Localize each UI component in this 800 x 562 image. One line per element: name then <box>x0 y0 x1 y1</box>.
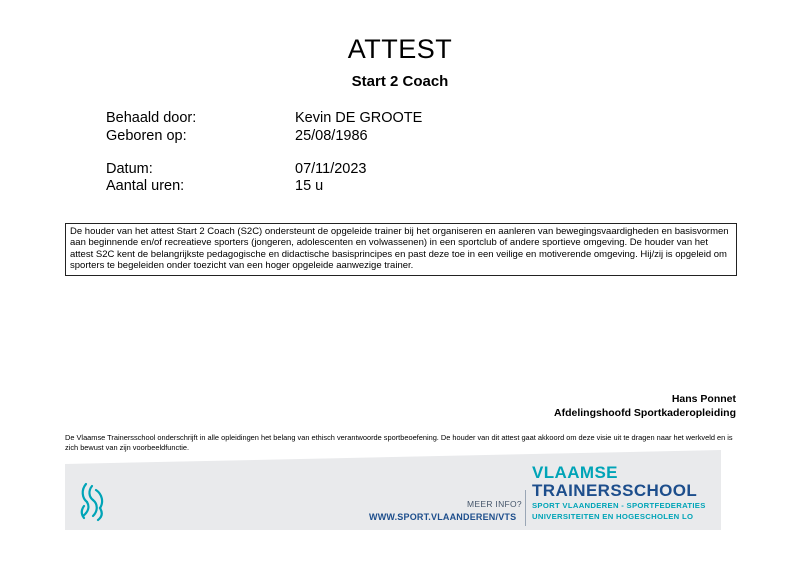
footnote: De Vlaamse Trainersschool onderschrijft in alle opleidingen het belang van ethisch verantwoorde sportbeoefening. De houder van dit attest gaat akkoord om deze visie uit te dragen naar het werkveld en is zich bewust van zijn voorbeeldfunctie. <box>65 433 733 452</box>
logo-line-trainersschool: TRAINERSSCHOOL <box>532 481 698 500</box>
banner-divider <box>525 490 526 526</box>
born-label: Geboren op: <box>106 128 187 144</box>
date-label: Datum: <box>106 161 153 177</box>
document-subtitle: Start 2 Coach <box>351 73 449 90</box>
hours-value: 15 u <box>295 178 324 194</box>
flemish-lion-icon <box>78 480 108 522</box>
logo-line-vlaamse: VLAAMSE <box>532 463 618 482</box>
date-value: 07/11/2023 <box>295 161 367 177</box>
born-value: 25/08/1986 <box>295 128 368 144</box>
website-link[interactable]: WWW.SPORT.VLAANDEREN/VTS <box>369 512 517 522</box>
achieved-by-value: Kevin DE GROOTE <box>295 110 423 126</box>
signatory-name: Hans Ponnet <box>671 393 736 405</box>
achieved-by-label: Behaald door: <box>106 110 197 126</box>
signatory-role: Afdelingshoofd Sportkaderopleiding <box>554 407 736 419</box>
description-box: De houder van het attest Start 2 Coach (S2C) ondersteunt de opgeleide trainer bij het organiseren en aanleren van bewegingsvaardigheden en basisvormen aan beginnende en/of recreatieve sporters (jongeren, adolescenten en volwassenen) in een sportclub of andere sportieve omgeving. De houder van het attest S2C kent de belangrijkste pedagogische en didactische basisprincipes en past deze toe in een veilige en motiverende omgeving. Hij/zij is opgeleid om sporters te begeleiden onder toezicht van een hoger opgeleide aanwezige trainer. <box>65 223 737 276</box>
hours-label: Aantal uren: <box>106 178 185 194</box>
more-info-label: MEER INFO? <box>467 499 522 509</box>
document-title: ATTEST <box>347 34 453 64</box>
logo-line-partners: SPORT VLAANDEREN - SPORTFEDERATIES <box>532 501 706 510</box>
logo-line-universities: UNIVERSITEITEN EN HOGESCHOLEN LO <box>532 512 694 521</box>
